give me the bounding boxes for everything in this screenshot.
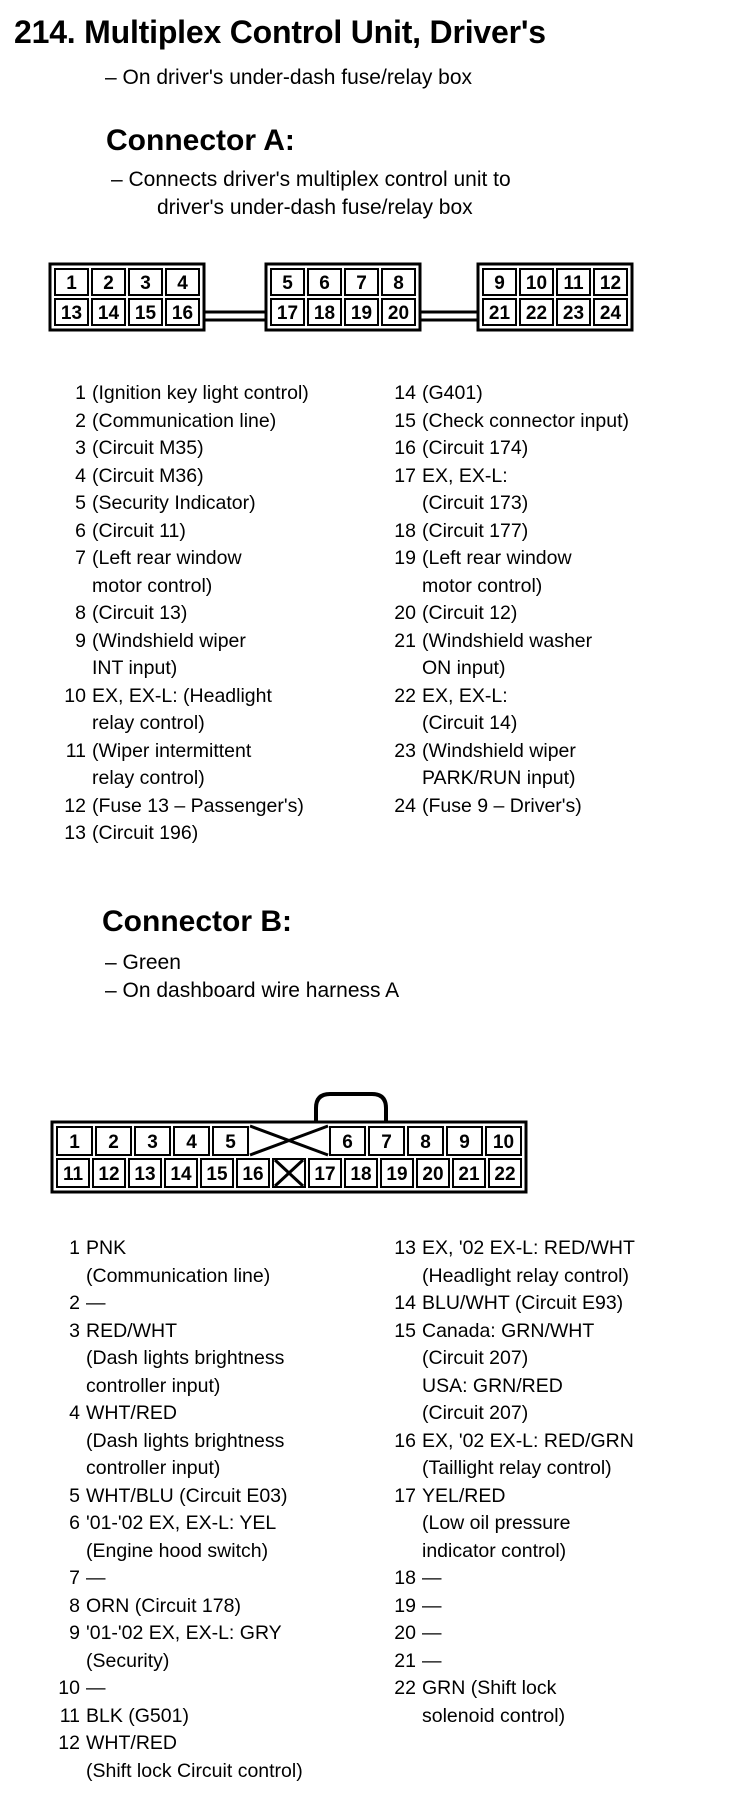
pin-number: 2 <box>75 409 86 432</box>
pin-number: 13 <box>394 1237 416 1259</box>
pin-item <box>58 545 388 600</box>
pin-number: 19 <box>394 1594 416 1617</box>
connector-a-pin-label: 8 <box>393 273 404 294</box>
connector-b-pin-label: 12 <box>98 1164 120 1185</box>
pin-number: 12 <box>58 1732 80 1754</box>
pin-item <box>58 628 388 683</box>
pin-item <box>52 1730 392 1785</box>
pin-description: '01-'02 EX, EX-L: YEL (Engine hood switch) <box>86 1512 277 1562</box>
connector-a-pin-label: 16 <box>171 303 194 324</box>
pin-number: 3 <box>75 437 86 459</box>
pin-item <box>52 1565 392 1593</box>
pin-description: (Windshield washer ON input) <box>422 629 593 679</box>
pin-item <box>388 545 728 600</box>
connector-b-pin-label: 13 <box>134 1164 156 1185</box>
pin-number: 9 <box>75 629 86 652</box>
pin-number: 21 <box>394 1649 416 1672</box>
connector-a-pin-label: 7 <box>356 273 367 294</box>
connector-a-pin-label: 1 <box>66 273 77 294</box>
pin-item <box>388 518 728 546</box>
pin-item <box>388 1620 733 1648</box>
connector-a-pin-label: 11 <box>563 273 584 294</box>
connector-a-pin-label: 19 <box>350 303 373 324</box>
connector-b-description-1: – Green <box>105 951 181 974</box>
pin-number: 11 <box>59 1704 80 1727</box>
pin-item <box>388 738 728 793</box>
connector-a-pin-label: 23 <box>562 303 585 324</box>
connector-b-pin-label: 14 <box>170 1164 192 1185</box>
pin-description: (Circuit 13) <box>92 602 188 624</box>
pin-item <box>58 820 388 848</box>
connector-b-pin-label: 20 <box>422 1164 444 1185</box>
connector-b-description-2: – On dashboard wire harness A <box>105 979 400 1002</box>
pin-description: BLK (G501) <box>86 1704 189 1727</box>
pin-number: 24 <box>394 794 416 817</box>
pin-description: (Fuse 9 – Driver's) <box>422 794 582 817</box>
pin-item <box>388 683 728 738</box>
pin-description: (Circuit 11) <box>92 519 186 542</box>
pin-description: — <box>422 1649 442 1672</box>
pin-description: — <box>422 1567 442 1589</box>
pin-item <box>52 1593 392 1621</box>
connector-b-pins-left <box>52 1235 392 1785</box>
pin-description: (Left rear window motor control) <box>92 547 242 597</box>
pin-number: 11 <box>65 739 86 762</box>
pin-description: — <box>422 1594 442 1617</box>
pin-number: 16 <box>394 1429 416 1452</box>
pin-number: 18 <box>394 519 416 542</box>
pin-number: 8 <box>75 602 86 624</box>
pin-description: (Circuit 196) <box>92 822 199 844</box>
pin-description: EX, '02 EX-L: RED/WHT (Headlight relay control) <box>422 1237 635 1287</box>
pin-item <box>388 600 728 628</box>
pin-description: PNK (Communication line) <box>86 1237 271 1287</box>
pin-number: 1 <box>75 382 86 404</box>
pin-item <box>388 1648 733 1676</box>
connector-a-pin-label: 22 <box>525 303 548 324</box>
pin-number: 18 <box>394 1567 416 1589</box>
pin-number: 22 <box>394 684 416 707</box>
pin-number: 21 <box>394 629 416 652</box>
pin-number: 14 <box>394 382 416 404</box>
pin-description: (Fuse 13 – Passenger's) <box>92 794 304 817</box>
connector-a-pin-label: 20 <box>387 303 410 324</box>
pin-item <box>388 1235 733 1290</box>
pin-number: 22 <box>394 1677 416 1699</box>
pin-item <box>58 435 388 463</box>
pin-description: (Check connector input) <box>422 409 630 432</box>
pin-item <box>58 518 388 546</box>
pin-number: 15 <box>394 409 416 432</box>
pin-item <box>52 1620 392 1675</box>
pin-description: — <box>86 1567 106 1589</box>
pin-item <box>388 408 728 436</box>
connector-b-latch <box>316 1094 386 1122</box>
pin-description: (Wiper intermittent relay control) <box>92 739 252 789</box>
pin-description: EX, EX-L: (Circuit 173) <box>422 464 529 514</box>
pin-item <box>388 1675 733 1730</box>
pin-description: EX, EX-L: (Headlight relay control) <box>92 684 272 734</box>
pin-item <box>58 683 388 738</box>
pin-number: 14 <box>394 1292 416 1314</box>
pin-item <box>58 380 388 408</box>
connector-b-pin-label: 10 <box>492 1132 515 1153</box>
pin-number: 7 <box>75 547 86 569</box>
pin-item <box>52 1318 392 1401</box>
pin-item <box>388 628 728 683</box>
pin-description: (G401) <box>422 382 483 404</box>
connector-b-pin-label: 7 <box>381 1132 392 1153</box>
pin-number: 3 <box>69 1319 80 1342</box>
connector-a-pin-label: 2 <box>103 273 114 294</box>
pin-item <box>388 435 728 463</box>
pin-number: 19 <box>394 547 416 569</box>
connector-a-pin-label: 14 <box>97 303 120 324</box>
pin-description: WHT/RED (Dash lights brightness controller input) <box>86 1402 285 1479</box>
connector-b-pin-label: 11 <box>62 1164 84 1185</box>
pin-number: 10 <box>58 1677 80 1699</box>
pin-description: GRN (Shift lock solenoid control) <box>422 1677 566 1727</box>
pin-description: — <box>86 1292 106 1314</box>
connector-b-pin-label: 4 <box>186 1132 197 1153</box>
pin-item <box>388 1565 733 1593</box>
pin-number: 9 <box>69 1622 80 1644</box>
pin-description: WHT/BLU (Circuit E03) <box>86 1484 288 1507</box>
pin-number: 6 <box>75 519 86 542</box>
connector-a-pin-label: 5 <box>282 273 293 294</box>
page-subtitle: – On driver's under-dash fuse/relay box <box>105 66 473 89</box>
connector-b-pin-label: 3 <box>147 1132 158 1153</box>
pin-number: 20 <box>394 1622 416 1644</box>
pin-item <box>388 1318 733 1428</box>
pin-description: (Circuit 12) <box>422 602 518 624</box>
pin-number: 1 <box>69 1237 80 1259</box>
connector-a-diagram <box>0 250 736 350</box>
pin-number: 6 <box>69 1512 80 1534</box>
pin-number: 13 <box>64 822 86 844</box>
pin-description: (Circuit 174) <box>422 437 529 459</box>
pin-item <box>388 1428 733 1483</box>
pin-number: 2 <box>69 1292 80 1314</box>
pin-number: 16 <box>394 437 416 459</box>
pin-description: — <box>86 1677 106 1699</box>
pin-number: 5 <box>75 492 86 514</box>
pin-number: 12 <box>64 794 86 817</box>
pin-item <box>52 1510 392 1565</box>
pin-item <box>58 408 388 436</box>
pin-item <box>52 1400 392 1483</box>
connector-b-pin-label: 16 <box>242 1164 264 1185</box>
connector-a-pin-label: 12 <box>599 273 622 294</box>
pin-item <box>388 463 728 518</box>
pin-item <box>388 380 728 408</box>
connector-b-pin-label: 1 <box>69 1132 80 1153</box>
connector-a-pins-left <box>58 380 388 848</box>
pin-item <box>388 793 728 821</box>
connector-a-pin-label: 10 <box>525 273 548 294</box>
connector-b-pin-label: 22 <box>494 1164 516 1185</box>
connector-b-diagram <box>0 1080 736 1200</box>
pin-number: 23 <box>394 739 416 762</box>
pin-item <box>52 1290 392 1318</box>
pin-number: 7 <box>69 1567 80 1589</box>
connector-b-pins-right <box>388 1235 733 1730</box>
pin-description: (Left rear window motor control) <box>422 547 572 597</box>
connector-a-pin-label: 3 <box>140 273 151 294</box>
pin-item <box>52 1235 392 1290</box>
pin-item <box>52 1703 392 1731</box>
connector-b-pin-label: 5 <box>225 1132 236 1153</box>
pin-description: ORN (Circuit 178) <box>86 1594 241 1617</box>
pin-number: 8 <box>69 1594 80 1617</box>
connector-a-pin-label: 4 <box>177 273 188 294</box>
connector-b-pin-label: 18 <box>350 1164 372 1185</box>
connector-b-pin-label: 21 <box>458 1164 480 1185</box>
pin-description: WHT/RED (Shift lock Circuit control) <box>86 1732 303 1782</box>
pin-description: (Ignition key light control) <box>92 382 309 404</box>
connector-b-pin-label: 9 <box>459 1132 470 1153</box>
pin-number: 15 <box>394 1319 416 1342</box>
connector-a-pin-label: 21 <box>488 303 511 324</box>
pin-item <box>58 600 388 628</box>
connector-b-pin-label: 6 <box>342 1132 353 1153</box>
pin-item <box>388 1290 733 1318</box>
pin-item <box>388 1483 733 1566</box>
pin-description: — <box>422 1622 442 1644</box>
pin-item <box>58 793 388 821</box>
pin-number: 5 <box>69 1484 80 1507</box>
connector-a-pin-label: 17 <box>276 303 299 324</box>
connector-a-pin-label: 15 <box>134 303 157 324</box>
pin-description: (Circuit 177) <box>422 519 529 542</box>
pin-number: 4 <box>69 1402 80 1424</box>
connector-b-pin-label: 17 <box>314 1164 336 1185</box>
connector-a-pins-right <box>388 380 728 820</box>
pin-description: EX, '02 EX-L: RED/GRN (Taillight relay control) <box>422 1429 634 1479</box>
connector-a-pin-label: 13 <box>60 303 83 324</box>
pin-description: RED/WHT (Dash lights brightness controller input) <box>86 1319 285 1397</box>
pin-description: (Communication line) <box>92 409 277 432</box>
connector-a-pin-label: 24 <box>599 303 622 324</box>
connector-b-pin-label: 8 <box>420 1132 431 1153</box>
pin-description: (Circuit M36) <box>92 464 204 487</box>
pin-item <box>58 490 388 518</box>
connector-a-pin-label: 6 <box>319 273 330 294</box>
pin-item <box>52 1483 392 1511</box>
connector-b-pin-label: 15 <box>206 1164 228 1185</box>
pin-description: (Security Indicator) <box>92 492 256 514</box>
pin-description: EX, EX-L: (Circuit 14) <box>422 684 518 734</box>
pin-item <box>58 463 388 491</box>
pin-description: '01-'02 EX, EX-L: GRY (Security) <box>86 1622 282 1672</box>
pin-description: (Windshield wiper INT input) <box>92 629 246 679</box>
connector-b-heading: Connector B: <box>102 905 292 938</box>
connector-a-description-2: driver's under-dash fuse/relay box <box>157 196 473 219</box>
pin-number: 17 <box>394 1484 416 1507</box>
pin-item <box>388 1593 733 1621</box>
pin-description: (Windshield wiper PARK/RUN input) <box>422 739 576 789</box>
pin-item <box>58 738 388 793</box>
page-title: 214. Multiplex Control Unit, Driver's <box>14 14 546 50</box>
pin-number: 20 <box>394 602 416 624</box>
connector-a-pin-label: 18 <box>313 303 336 324</box>
pin-description: YEL/RED (Low oil pressure indicator control) <box>422 1484 571 1562</box>
pin-number: 10 <box>64 684 86 707</box>
pin-item <box>52 1675 392 1703</box>
pin-description: BLU/WHT (Circuit E93) <box>422 1292 624 1314</box>
pin-description: (Circuit M35) <box>92 437 204 459</box>
connector-a-pin-label: 9 <box>494 273 505 294</box>
connector-b-pin-label: 2 <box>108 1132 119 1153</box>
pin-number: 4 <box>75 464 86 487</box>
pin-description: Canada: GRN/WHT (Circuit 207) USA: GRN/RED (Circuit 207) <box>422 1319 595 1424</box>
connector-a-heading: Connector A: <box>106 124 295 157</box>
connector-a-description-1: – Connects driver's multiplex control unit to <box>111 168 511 191</box>
connector-b-pin-label: 19 <box>386 1164 408 1185</box>
pin-number: 17 <box>394 464 416 487</box>
